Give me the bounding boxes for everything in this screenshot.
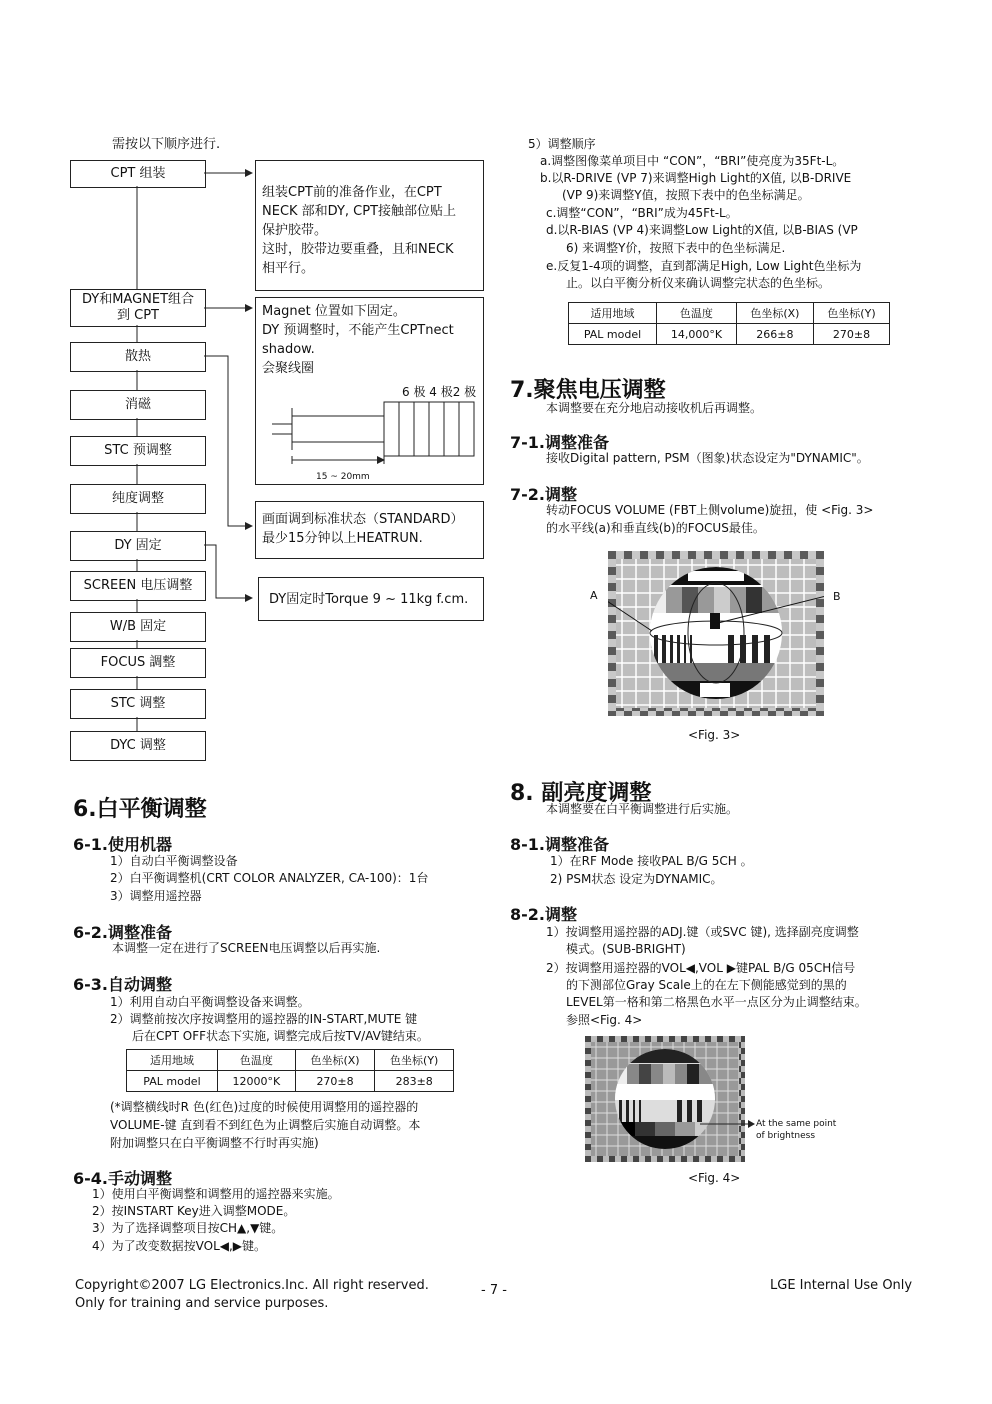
table-header-row: [127, 1050, 454, 1071]
section-6-4-title: 6-4.手动调整: [73, 1169, 172, 1188]
section-7-1-text: 接收Digital pattern, PSM（图象)状态设定为"DYNAMIC"。: [546, 451, 869, 465]
section-8-2-item: LEVEL第一格和第二格黑色水平一点区分为止调整结束。: [566, 995, 867, 1009]
table-cell: PAL model: [569, 324, 657, 345]
section-6-table: [126, 1049, 454, 1092]
section-6-1-item: 2）白平衡调整机(CRT COLOR ANALYZER, CA-100)：1台: [110, 871, 429, 885]
fig4-arrow: [700, 1118, 756, 1130]
fig4-test-pattern: [585, 1036, 745, 1162]
step-5-item: d.以R-BIAS (VP 4)来调整Low Light的X值, 以B-BIAS (VP: [546, 223, 858, 237]
section-6-3-item: 后在CPT OFF状态下实施, 调整完成后按TV/AV键结束。: [132, 1029, 429, 1043]
section-7-title: 7.聚焦电压调整: [510, 378, 666, 403]
section-8-1-item: 2) PSM状态 设定为DYNAMIC。: [550, 872, 723, 886]
table-header: 适用地域: [127, 1050, 218, 1071]
table-cell: 266±8: [736, 324, 813, 345]
step-5-title: 5）调整顺序: [528, 137, 596, 151]
flow-note-heatrun: [255, 501, 484, 559]
section-8-2-item: 模式。(SUB-BRIGHT): [566, 942, 686, 956]
section-6-4-item: 4）为了改变数据按VOL◀,▶键。: [92, 1239, 267, 1253]
footer-copyright: Copyright©2007 LG Electronics.Inc. All right reserved.: [75, 1278, 429, 1293]
magnet-diagram: [256, 398, 485, 484]
section-7-1-title: 7-1.调整准备: [510, 433, 609, 452]
fig3-caption: <Fig. 3>: [688, 728, 741, 742]
flow-step-dyc: DYC 调整: [70, 731, 206, 761]
flow-note-magnet: [255, 297, 484, 485]
section-6-3-item: 2）调整前按次序按调整用的遥控器的IN-START,MUTE 键: [110, 1012, 418, 1026]
section-7-2-text: 的水平线(a)和垂直线(b)的FOCUS最佳。: [546, 521, 765, 535]
flow-step-wb-fix: W/B 固定: [70, 612, 206, 642]
step-5-item: a.调整图像菜单项目中 “CON”，“BRI”使亮度为35Ft-L。: [540, 154, 845, 168]
table-header-row: [569, 303, 890, 324]
flow-note-heatrun-line: 最少15分钟以上HEATRUN.: [262, 531, 423, 546]
flow-step-stc: STC 调整: [70, 689, 206, 719]
flow-note-cpt-line: 相平行。: [262, 261, 315, 276]
flow-step-focus: FOCUS 調整: [70, 648, 206, 678]
section-8-1-title: 8-1.调整准备: [510, 835, 609, 854]
section-6-4-item: 1）使用白平衡调整和调整用的遥控器来实施。: [92, 1187, 340, 1201]
fig4-note-line: of brightness: [756, 1131, 816, 1141]
flow-note-magnet-line: Magnet 位置如下固定。: [262, 304, 406, 319]
section-7-2-text: 转动FOCUS VOLUME (FBT上侧volume)旋扭，使 <Fig. 3>: [546, 503, 874, 517]
flow-step-dy-fix: DY 固定: [70, 531, 206, 561]
flow-step-heat: 散热: [70, 342, 206, 372]
step-5-item: c.调整“CON”，“BRI”成为45Ft-L。: [546, 206, 738, 220]
section-8-2-item: 的下测部位Gray Scale上的在左下侧能感觉到的黑的: [566, 978, 847, 992]
step-5-item: (VP 9)来调整Y值，按照下表中的色坐标满足。: [562, 188, 810, 202]
step-5-item: e.反复1-4项的调整，直到都满足High, Low Light色坐标为: [546, 259, 862, 273]
section-6-3-item: 1）利用自动白平衡调整设备来调整。: [110, 995, 310, 1009]
table-row: [127, 1071, 454, 1092]
flow-note-magnet-line: shadow.: [262, 342, 315, 357]
table-header: 适用地域: [569, 303, 657, 324]
table-cell: 14,000°K: [657, 324, 737, 345]
fig3-label-a: A: [590, 589, 598, 602]
section-8-subtitle: 本调整要在白平衡调整进行后实施。: [546, 802, 739, 816]
flow-note-heatrun-line: 画面调到标准状态（STANDARD）: [262, 512, 464, 527]
section-8-2-item: 1）按调整用遥控器的ADJ.键（或SVC 键), 选择副亮度调整: [546, 925, 859, 939]
table-header: 色坐标(X): [295, 1050, 375, 1071]
flow-step-dy-magnet: DY和MAGNET组合 到 CPT: [70, 289, 206, 327]
footer-internal: LGE Internal Use Only: [770, 1278, 913, 1293]
section-6-1-title: 6-1.使用机器: [73, 835, 172, 854]
magnet-pole-labels: 6 极 4 极2 极: [402, 385, 477, 399]
section-6-4-item: 2）按INSTART Key进入调整MODE。: [92, 1204, 296, 1218]
section-7-2-title: 7-2.调整: [510, 485, 577, 504]
footer-training: Only for training and service purposes.: [75, 1296, 329, 1311]
section-6-3-title: 6-3.自动调整: [73, 975, 172, 994]
section-6-note-line: (*调整横线时R 色(红色)过度的时候使用调整用的遥控器的: [110, 1100, 419, 1114]
flow-step-cpt: CPT 组装: [70, 160, 206, 188]
section-6-note-line: VOLUME-键 直到看不到红色为止调整后实施自动调整。本: [110, 1118, 421, 1132]
footer-page-number: - 7 -: [481, 1283, 507, 1298]
flow-note-magnet-line: DY 预调整时，不能产生CPTnect: [262, 323, 454, 338]
section-8-2-item: 参照<Fig. 4>: [566, 1013, 643, 1027]
section-6-2-title: 6-2.调整准备: [73, 923, 172, 942]
table-header: 色坐标(Y): [375, 1050, 454, 1071]
section-6-2-text: 本调整一定在进行了SCREEN电压调整以后再实施.: [112, 941, 381, 955]
flow-step-screen: SCREEN 电压调整: [70, 571, 206, 601]
flow-note-cpt-line: 组装CPT前的准备作业，在CPT: [262, 185, 442, 200]
step-5-table: [568, 302, 890, 345]
section-8-1-item: 1）在RF Mode 接收PAL B/G 5CH 。: [550, 854, 753, 868]
step-5-item: 6) 来调整Y价，按照下表中的色坐标满足.: [566, 241, 786, 255]
step-5-item: 止。以白平衡分析仪来确认调整完状态的色坐标。: [566, 276, 831, 290]
table-row: [569, 324, 890, 345]
table-header: 色坐标(Y): [813, 303, 889, 324]
section-8-title: 8. 副亮度调整: [510, 781, 652, 806]
flow-note-torque: DY固定时Torque 9 ~ 11kg f.cm.: [258, 577, 484, 621]
table-cell: 283±8: [375, 1071, 454, 1092]
flow-note-magnet-line: 会聚线圈: [262, 361, 315, 376]
table-cell: 270±8: [295, 1071, 375, 1092]
fig4-caption: <Fig. 4>: [688, 1171, 741, 1185]
section-6-1-item: 3）调整用遥控器: [110, 889, 202, 903]
flow-note-cpt-line: NECK 部和DY, CPT接触部位贴上: [262, 204, 457, 219]
table-cell: PAL model: [127, 1071, 218, 1092]
section-6-1-item: 1）自动白平衡调整设备: [110, 854, 238, 868]
fig4-note-line: At the same point: [756, 1119, 837, 1129]
flow-step-degauss: 消磁: [70, 390, 206, 420]
flow-step-stc-pre: STC 预调整: [70, 436, 206, 466]
flow-note-cpt-line: 保护胶带。: [262, 223, 328, 238]
section-6-note-line: 附加调整只在白平衡调整不行时再实施): [110, 1136, 319, 1150]
step-5-item: b.以R-DRIVE (VP 7)来调整High Light的X值, 以B-DRIVE: [540, 171, 852, 185]
fig3-test-pattern: [608, 551, 824, 716]
table-header: 色温度: [657, 303, 737, 324]
flow-note-cpt-line: 这时，胶带边要重叠，且和NECK: [262, 242, 454, 257]
magnet-dimension: 15 ~ 20mm: [316, 472, 370, 482]
section-8-2-item: 2）按调整用遥控器的VOL◀,VOL ▶键PAL B/G 05CH信号: [546, 961, 856, 975]
flow-intro: 需按以下顺序进行.: [112, 137, 221, 152]
flow-step-purity: 纯度调整: [70, 484, 206, 514]
fig3-label-b: B: [833, 590, 841, 603]
section-8-2-title: 8-2.调整: [510, 905, 577, 924]
fig4-note: [756, 1118, 836, 1142]
table-header: 色温度: [217, 1050, 295, 1071]
section-6-title: 6.白平衡调整: [73, 797, 207, 822]
table-cell: 12000°K: [217, 1071, 295, 1092]
table-header: 色坐标(X): [736, 303, 813, 324]
table-cell: 270±8: [813, 324, 889, 345]
section-6-4-item: 3）为了选择调整项目按CH▲,▼键。: [92, 1221, 284, 1235]
flow-note-cpt: [255, 160, 484, 291]
section-7-subtitle: 本调整要在充分地启动接收机后再调整。: [546, 401, 763, 415]
